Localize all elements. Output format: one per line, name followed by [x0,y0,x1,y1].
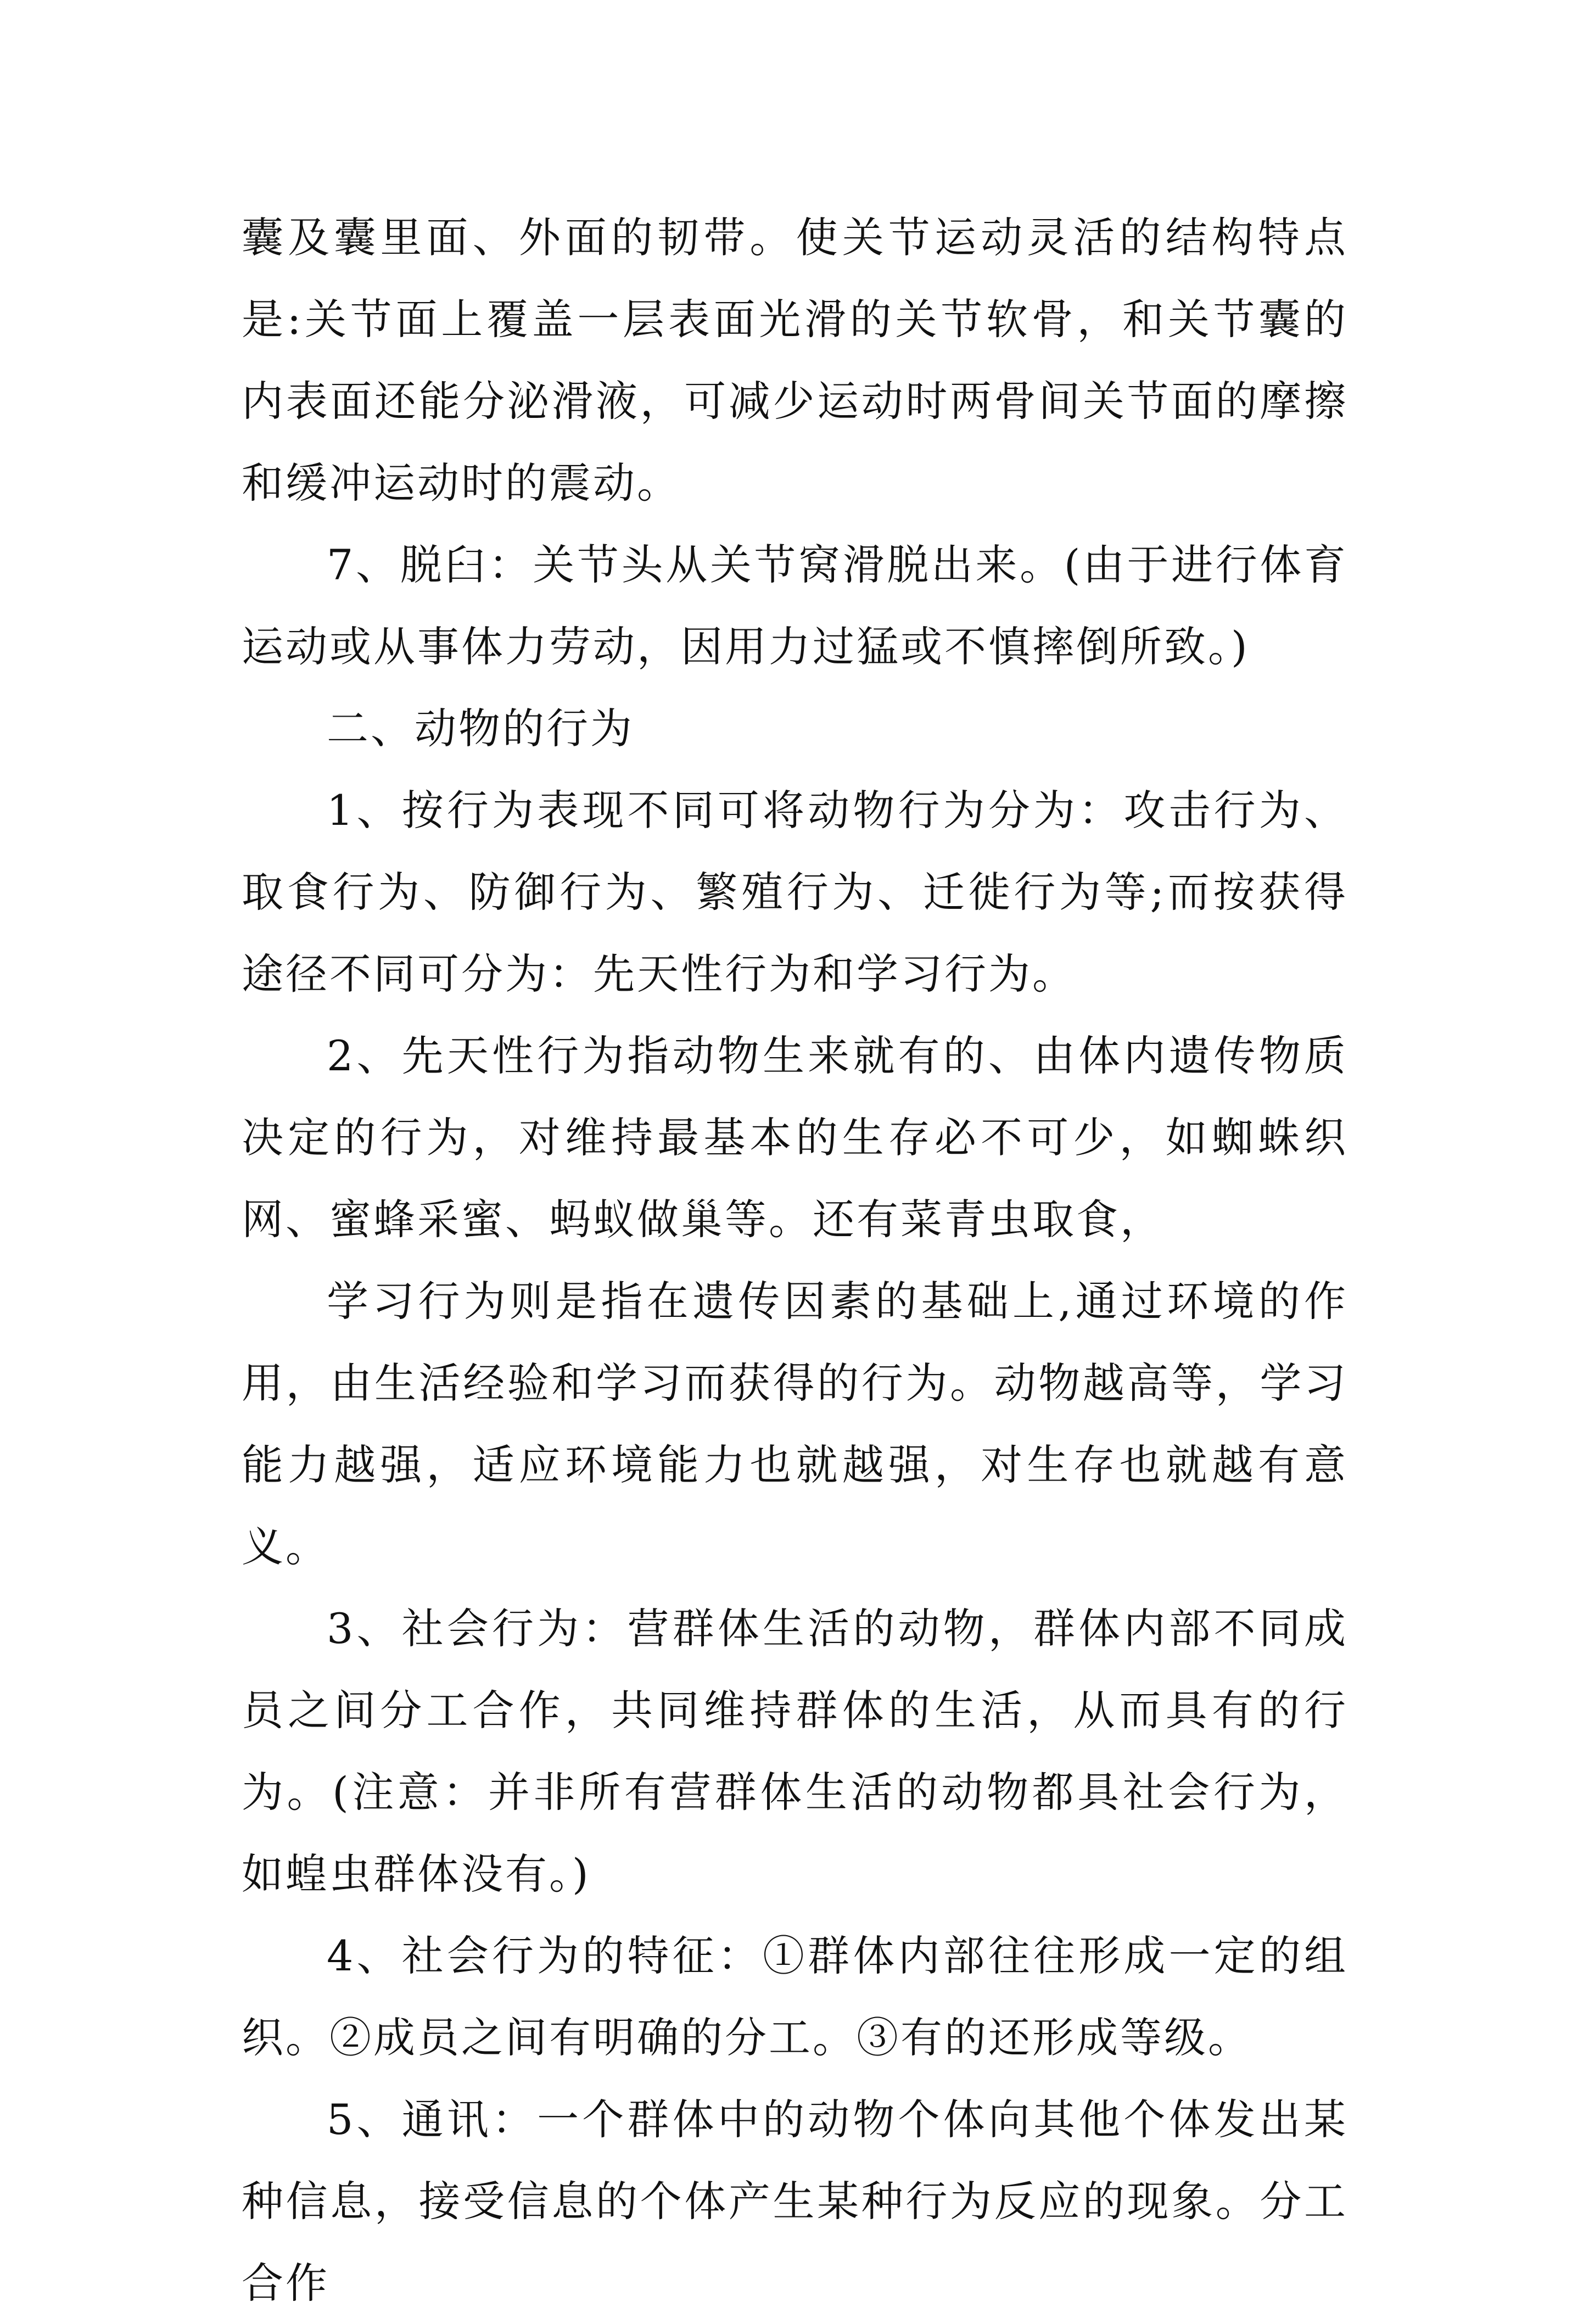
paragraph-innate-behavior: 2、先天性行为指动物生来就有的、由体内遗传物质决定的行为，对维持最基本的生存必不可少，如蜘蛛织网、蜜蜂采蜜、蚂蚁做巢等。还有菜青虫取食， [242,1031,1348,1244]
paragraph-social-behavior: 3、社会行为：营群体生活的动物，群体内部不同成员之间分工合作，共同维持群体的生活，从而具有的行为。(注意：并非所有营群体生活的动物都具社会行为，如蝗虫群体没有。) [242,1604,1348,1898]
paragraph-joint-structure-continuation: 囊及囊里面、外面的韧带。使关节运动灵活的结构特点是:关节面上覆盖一层表面光滑的关节软骨，和关节囊的内表面还能分泌滑液，可减少运动时两骨间关节面的摩擦和缓冲运动时的震动。 [242,213,1348,507]
paragraph-learned-behavior: 学习行为则是指在遗传因素的基础上,通过环境的作用，由生活经验和学习而获得的行为。动物越高等，学习能力越强，适应环境能力也就越强，对生存也就越有意义。 [242,1277,1348,1571]
document-body [242,197,1348,2324]
paragraph-social-behavior-features: 4、社会行为的特征：①群体内部往往形成一定的组织。②成员之间有明确的分工。③有的还形成等级。 [242,1931,1348,2062]
paragraph-behavior-classification: 1、按行为表现不同可将动物行为分为：攻击行为、取食行为、防御行为、繁殖行为、迁徙行为等;而按获得途径不同可分为：先天性行为和学习行为。 [242,786,1348,998]
section-heading-animal-behavior: 二、动物的行为 [327,704,634,753]
paragraph-communication: 5、通讯：一个群体中的动物个体向其他个体发出某种信息，接受信息的个体产生某种行为反应的现象。分工合作 [242,2095,1348,2308]
paragraph-dislocation: 7、脱臼：关节头从关节窝滑脱出来。(由于进行体育运动或从事体力劳动，因用力过猛或不慎摔倒所致。) [242,540,1348,671]
